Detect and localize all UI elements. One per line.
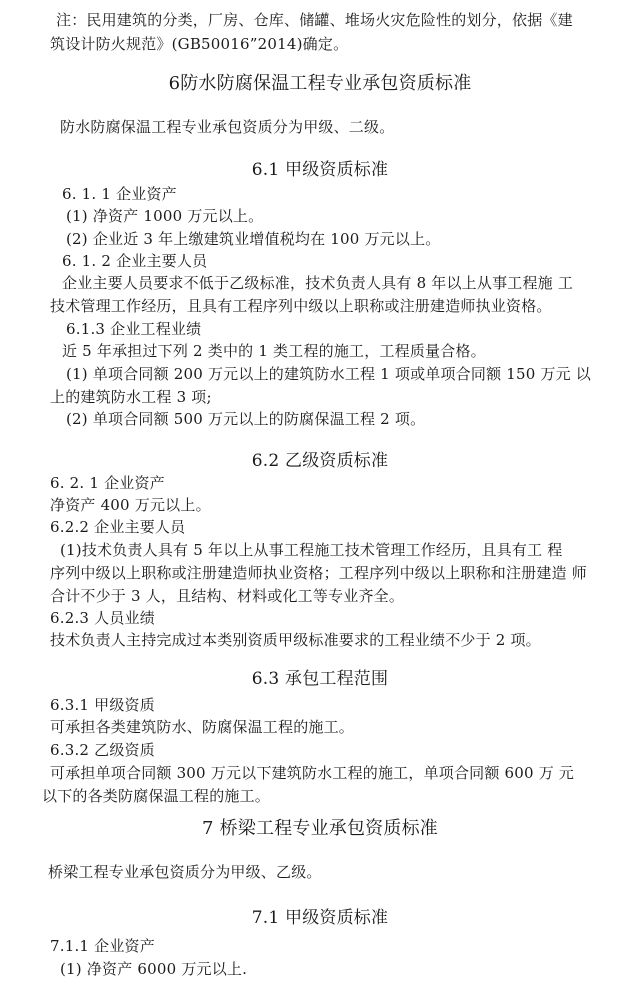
- paragraph: (1) 净资产 6000 万元以上.: [60, 960, 248, 978]
- heading-6-2-3: 6.2.3 人员业绩: [50, 609, 155, 627]
- section-7-intro: 桥梁工程专业承包资质分为甲级、乙级。: [48, 863, 322, 881]
- paragraph: (2) 企业近 3 年上缴建筑业增值税均在 100 万元以上。: [66, 230, 441, 248]
- paragraph: 近 5 年承担过下列 2 类中的 1 类工程的施工，工程质量合格。: [62, 342, 486, 360]
- section-6-3-title: 6.3 承包工程范围: [251, 669, 389, 689]
- paragraph: 企业主要人员要求不低于乙级标准，技术负责人具有 8 年以上从事工程施 工: [62, 274, 574, 292]
- paragraph: 合计不少于 3 人，且结构、材料或化工等专业齐全。: [50, 587, 405, 605]
- section-6-2-title: 6.2 乙级资质标准: [251, 451, 389, 471]
- heading-6-2-2: 6.2.2 企业主要人员: [50, 518, 186, 536]
- paragraph: 上的建筑防水工程 3 项;: [50, 388, 212, 406]
- paragraph: 净资产 400 万元以上。: [50, 496, 211, 514]
- section-6-1-title: 6.1 甲级资质标准: [251, 160, 389, 180]
- heading-6-1-1: 6. 1. 1 企业资产: [62, 185, 177, 203]
- section-7-1-title: 7.1 甲级资质标准: [251, 908, 389, 928]
- heading-6-1-2: 6. 1. 2 企业主要人员: [62, 252, 208, 270]
- section-6-title: 6防水防腐保温工程专业承包资质标准: [168, 73, 472, 94]
- section-6-intro: 防水防腐保温工程专业承包资质分为甲级、二级。: [60, 118, 395, 136]
- paragraph: (2) 单项合同额 500 万元以上的防腐保温工程 2 项。: [66, 410, 426, 428]
- paragraph: (1)技术负责人具有 5 年以上从事工程施工技术管理工作经历，且具有工 程: [60, 541, 563, 559]
- paragraph: 以下的各类防腐保温工程的施工。: [42, 787, 271, 805]
- paragraph: (1) 净资产 1000 万元以上。: [66, 207, 264, 225]
- note-line-1: 注：民用建筑的分类，厂房、仓库、储罐、堆场火灾危险性的划分，依据《建: [56, 11, 573, 29]
- paragraph: 可承担单项合同额 300 万元以下建筑防水工程的施工，单项合同额 600 万 元: [50, 764, 575, 782]
- heading-6-3-2: 6.3.2 乙级资质: [50, 741, 155, 759]
- heading-6-2-1: 6. 2. 1 企业资产: [50, 474, 165, 492]
- heading-7-1-1: 7.1.1 企业资产: [50, 937, 155, 955]
- heading-6-1-3: 6.1.3 企业工程业绩: [66, 320, 202, 338]
- paragraph: (1) 单项合同额 200 万元以上的建筑防水工程 1 项或单项合同额 150 万元 以: [66, 365, 591, 383]
- section-7-title: 7 桥梁工程专业承包资质标准: [202, 818, 438, 839]
- note-line-2: 筑设计防火规范》(GB50016”2014)确定。: [50, 35, 349, 53]
- paragraph: 可承担各类建筑防水、防腐保温工程的施工。: [50, 718, 355, 736]
- paragraph: 技术负责人主持完成过本类别资质甲级标准要求的工程业绩不少于 2 项。: [50, 631, 541, 649]
- heading-6-3-1: 6.3.1 甲级资质: [50, 696, 155, 714]
- paragraph: 技术管理工作经历，且具有工程序列中级以上职称或注册建造师执业资格。: [50, 297, 552, 315]
- paragraph: 序列中级以上职称或注册建造师执业资格；工程序列中级以上职称和注册建造 师: [50, 564, 587, 582]
